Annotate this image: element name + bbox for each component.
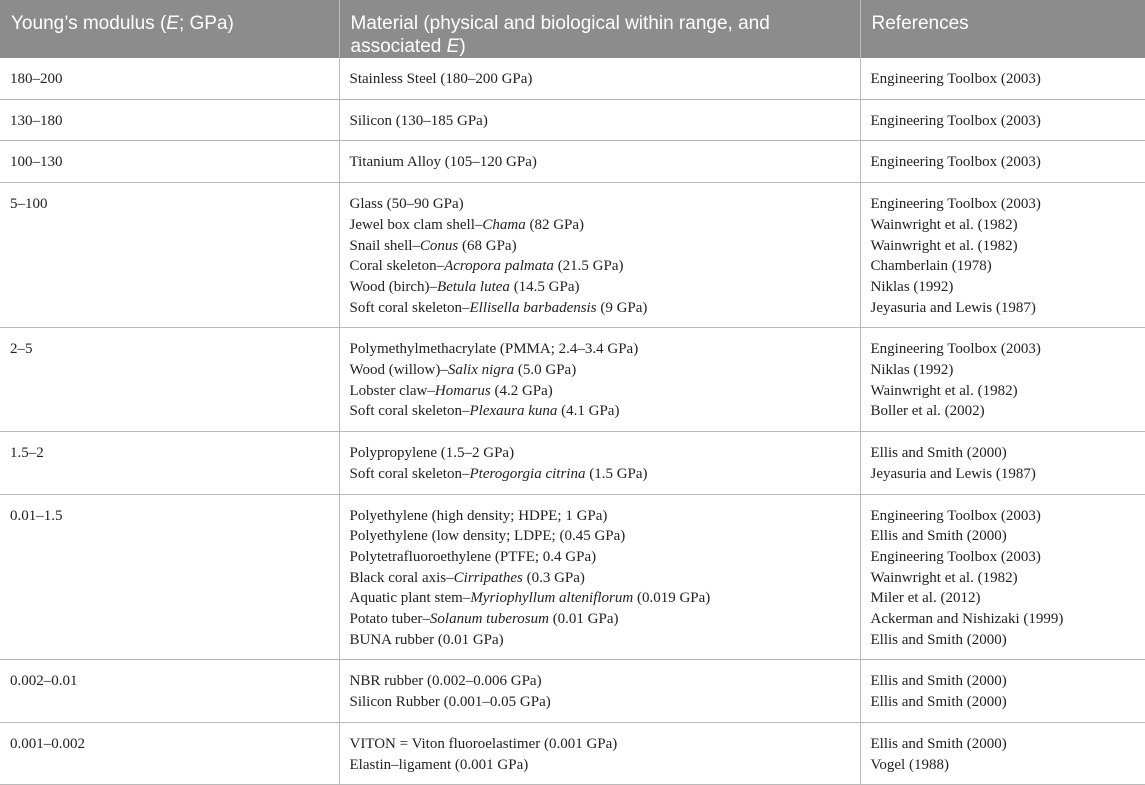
material-line bbox=[350, 464, 850, 485]
material-line bbox=[350, 692, 850, 713]
table-row bbox=[0, 432, 1145, 494]
modulus-range-cell: 0.01–1.5 bbox=[0, 494, 339, 660]
reference-line: Engineering Toolbox (2003) bbox=[870, 196, 1041, 213]
material-line bbox=[350, 381, 850, 402]
material-text: (21.5 GPa) bbox=[553, 258, 624, 275]
material-text: Polytetrafluoroethylene (PTFE; 0.4 GPa) bbox=[349, 548, 597, 565]
material-line bbox=[350, 526, 850, 547]
material-species: Homarus bbox=[434, 382, 491, 399]
material-text: Coral skeleton– bbox=[349, 258, 445, 275]
material-line bbox=[350, 568, 850, 589]
table-row bbox=[0, 722, 1145, 784]
modulus-range-cell: 0.002–0.01 bbox=[0, 660, 339, 722]
references-cell bbox=[860, 722, 1145, 784]
material-line bbox=[350, 152, 850, 173]
material-text: BUNA rubber (0.01 GPa) bbox=[349, 631, 504, 648]
reference-line: Ackerman and Nishizaki (1999) bbox=[870, 611, 1064, 628]
header-modulus: Young’s modulus (E; GPa) bbox=[0, 0, 339, 58]
material-species: Solanum tuberosum bbox=[429, 611, 549, 628]
material-text: Titanium Alloy (105–120 GPa) bbox=[349, 154, 537, 171]
material-text: VITON = Viton fluoroelastimer (0.001 GPa) bbox=[349, 735, 618, 752]
table-row bbox=[0, 141, 1145, 183]
material-text: (9 GPa) bbox=[596, 299, 648, 316]
material-text: (82 GPa) bbox=[525, 216, 585, 233]
material-text: Aquatic plant stem– bbox=[349, 590, 471, 607]
reference-line: Engineering Toolbox (2003) bbox=[870, 112, 1041, 129]
modulus-range-cell: 2–5 bbox=[0, 328, 339, 432]
material-text: NBR rubber (0.002–0.006 GPa) bbox=[349, 673, 542, 690]
material-line bbox=[350, 630, 850, 651]
material-line bbox=[350, 755, 850, 776]
material-text: (0.019 GPa) bbox=[633, 590, 711, 607]
table-row bbox=[0, 328, 1145, 432]
material-text: Polyethylene (low density; LDPE; (0.45 GPa) bbox=[349, 528, 626, 545]
modulus-range-cell: 180–200 bbox=[0, 58, 339, 99]
reference-line: Niklas (1992) bbox=[870, 278, 954, 295]
references-cell bbox=[860, 99, 1145, 141]
materials-cell bbox=[339, 660, 860, 722]
material-text: (14.5 GPa) bbox=[509, 278, 580, 295]
modulus-range-cell: 1.5–2 bbox=[0, 432, 339, 494]
materials-cell bbox=[339, 58, 860, 99]
material-text: Soft coral skeleton– bbox=[349, 465, 470, 482]
material-line bbox=[350, 256, 850, 277]
material-text: Elastin–ligament (0.001 GPa) bbox=[349, 756, 529, 773]
modulus-range-cell: 130–180 bbox=[0, 99, 339, 141]
material-text: Snail shell– bbox=[349, 237, 420, 254]
material-text: Soft coral skeleton– bbox=[349, 299, 470, 316]
material-line bbox=[350, 360, 850, 381]
material-line bbox=[350, 111, 850, 132]
material-line bbox=[350, 69, 850, 90]
material-text: (68 GPa) bbox=[458, 237, 517, 254]
material-text: Wood (willow)– bbox=[349, 362, 448, 379]
reference-line: Ellis and Smith (2000) bbox=[870, 694, 1007, 711]
reference-line: Engineering Toolbox (2003) bbox=[870, 507, 1041, 524]
material-species: Chama bbox=[482, 216, 526, 233]
material-species: Betula lutea bbox=[437, 278, 510, 295]
materials-cell bbox=[339, 99, 860, 141]
table-row bbox=[0, 99, 1145, 141]
material-text: Silicon Rubber (0.001–0.05 GPa) bbox=[349, 694, 551, 711]
table-row bbox=[0, 183, 1145, 328]
materials-cell bbox=[339, 432, 860, 494]
table-header bbox=[0, 0, 1145, 58]
materials-cell bbox=[339, 494, 860, 660]
material-text: Soft coral skeleton– bbox=[349, 403, 470, 420]
material-line bbox=[350, 734, 850, 755]
references-cell bbox=[860, 328, 1145, 432]
references-cell bbox=[860, 660, 1145, 722]
material-species: Cirripathes bbox=[453, 569, 523, 586]
table-row bbox=[0, 660, 1145, 722]
material-text: (4.1 GPa) bbox=[557, 403, 620, 420]
references-cell bbox=[860, 141, 1145, 183]
material-text: (0.01 GPa) bbox=[548, 611, 619, 628]
reference-line: Wainwright et al. (1982) bbox=[870, 382, 1018, 399]
material-species: Acropora palmata bbox=[444, 258, 554, 275]
material-line bbox=[350, 298, 850, 319]
material-line bbox=[350, 215, 850, 236]
reference-line: Engineering Toolbox (2003) bbox=[870, 71, 1041, 87]
reference-line: Ellis and Smith (2000) bbox=[870, 445, 1007, 462]
material-line bbox=[350, 547, 850, 568]
material-text: (1.5 GPa) bbox=[585, 465, 648, 482]
reference-line: Wainwright et al. (1982) bbox=[870, 216, 1018, 233]
materials-cell bbox=[339, 722, 860, 784]
material-text: Wood (birch)– bbox=[349, 278, 438, 295]
material-line bbox=[350, 588, 850, 609]
material-text: (5.0 GPa) bbox=[514, 362, 577, 379]
material-text: Polyethylene (high density; HDPE; 1 GPa) bbox=[349, 507, 608, 524]
material-species: Conus bbox=[419, 237, 459, 254]
modulus-range-cell: 5–100 bbox=[0, 183, 339, 328]
material-text: Black coral axis– bbox=[349, 569, 454, 586]
reference-line: Wainwright et al. (1982) bbox=[870, 237, 1018, 254]
reference-line: Miler et al. (2012) bbox=[870, 590, 981, 607]
table-row bbox=[0, 494, 1145, 660]
reference-line: Ellis and Smith (2000) bbox=[870, 528, 1007, 545]
material-text: (4.2 GPa) bbox=[490, 382, 553, 399]
material-line bbox=[350, 277, 850, 298]
material-text: Polypropylene (1.5–2 GPa) bbox=[349, 445, 515, 462]
reference-line: Ellis and Smith (2000) bbox=[870, 631, 1007, 648]
materials-cell bbox=[339, 183, 860, 328]
header-row bbox=[0, 0, 1145, 58]
material-text: Polymethylmethacrylate (PMMA; 2.4–3.4 GPa) bbox=[349, 341, 639, 358]
material-species: Salix nigra bbox=[447, 362, 515, 379]
material-species: Ellisella barbadensis bbox=[469, 299, 597, 316]
reference-line: Boller et al. (2002) bbox=[870, 403, 985, 420]
material-line bbox=[350, 443, 850, 464]
materials-cell bbox=[339, 328, 860, 432]
reference-line: Wainwright et al. (1982) bbox=[870, 569, 1018, 586]
material-species: Myriophyllum alteniflorum bbox=[470, 590, 634, 607]
materials-cell bbox=[339, 141, 860, 183]
reference-line: Ellis and Smith (2000) bbox=[870, 735, 1007, 752]
material-species: Plexaura kuna bbox=[469, 403, 558, 420]
material-line bbox=[350, 671, 850, 692]
references-cell bbox=[860, 183, 1145, 328]
modulus-range-cell: 0.001–0.002 bbox=[0, 722, 339, 784]
table-row bbox=[0, 58, 1145, 99]
material-text: Potato tuber– bbox=[349, 611, 430, 628]
reference-line: Ellis and Smith (2000) bbox=[870, 673, 1007, 690]
material-line bbox=[350, 194, 850, 215]
header-material: Material (physical and biological within range, and associated E) bbox=[339, 0, 860, 58]
modulus-range-cell: 100–130 bbox=[0, 141, 339, 183]
material-text: Jewel box clam shell– bbox=[349, 216, 483, 233]
reference-line: Vogel (1988) bbox=[870, 756, 949, 773]
material-species: Pterogorgia citrina bbox=[469, 465, 586, 482]
material-text: Stainless Steel (180–200 GPa) bbox=[349, 71, 533, 87]
material-line bbox=[350, 339, 850, 360]
references-cell bbox=[860, 494, 1145, 660]
material-line bbox=[350, 506, 850, 527]
references-cell bbox=[860, 432, 1145, 494]
material-line bbox=[350, 609, 850, 630]
reference-line: Niklas (1992) bbox=[870, 362, 954, 379]
material-text: (0.3 GPa) bbox=[522, 569, 585, 586]
reference-line: Jeyasuria and Lewis (1987) bbox=[870, 299, 1036, 316]
material-line bbox=[350, 236, 850, 257]
material-text: Silicon (130–185 GPa) bbox=[349, 112, 488, 129]
reference-line: Engineering Toolbox (2003) bbox=[870, 341, 1041, 358]
table-body bbox=[0, 58, 1145, 785]
reference-line: Engineering Toolbox (2003) bbox=[870, 548, 1041, 565]
header-references: References bbox=[860, 0, 1145, 58]
material-text: Lobster claw– bbox=[349, 382, 435, 399]
reference-line: Chamberlain (1978) bbox=[870, 258, 992, 275]
references-cell bbox=[860, 58, 1145, 99]
reference-line: Engineering Toolbox (2003) bbox=[870, 154, 1041, 171]
material-text: Glass (50–90 GPa) bbox=[349, 196, 464, 213]
material-line bbox=[350, 401, 850, 422]
reference-line: Jeyasuria and Lewis (1987) bbox=[870, 465, 1036, 482]
